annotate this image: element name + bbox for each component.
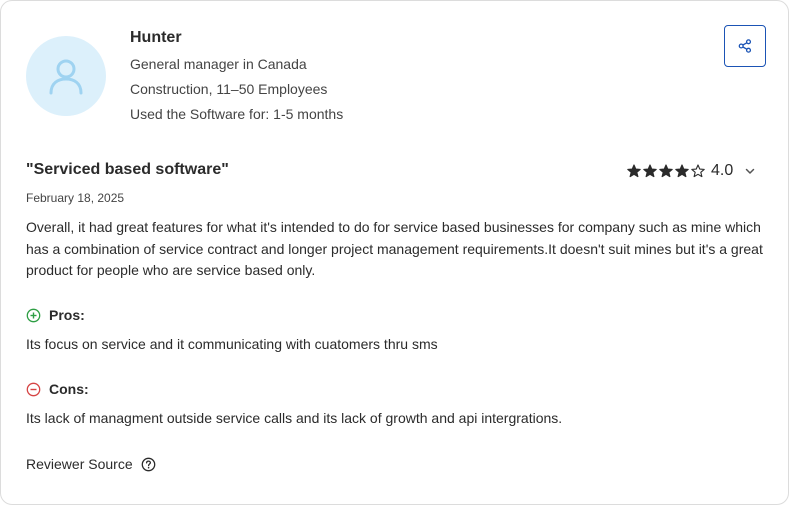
reviewer-source-label: Reviewer Source [26,456,133,472]
share-icon [738,39,752,53]
share-button[interactable] [724,25,766,67]
reviewer-company: Construction, 11–50 Employees [130,81,328,97]
minus-circle-icon [26,382,41,397]
chevron-down-icon [744,165,756,177]
reviewer-role: General manager in Canada [130,56,307,72]
reviewer-info [130,28,343,127]
question-circle-icon [141,457,156,472]
reviewer-source-help[interactable] [141,457,156,472]
star-filled-icon [675,164,689,178]
pros-text: Its focus on service and it communicating with cuatomers thru sms [26,336,438,352]
reviewer-name: Hunter [130,29,182,46]
review-overall: Overall, it had great features for what it's intended to do for service based businesses for company such as mine which has a combination of service contract and longer project management requirements.It doesn't suit mines but it's a great product for people who are service based only. [26,219,763,278]
rating-expand-button[interactable] [743,164,757,178]
reviewer-source [26,456,156,472]
rating-value: 4.0 [711,162,734,179]
star-empty-icon [691,164,705,178]
pros-label: Pros: [49,307,85,323]
cons-heading [26,381,89,397]
user-icon [46,56,86,96]
star-filled-icon [643,164,657,178]
review-date: February 18, 2025 [26,191,125,205]
cons-text: Its lack of managment outside service calls and its lack of growth and api intergrations. [26,410,563,426]
star-rating [627,162,757,180]
avatar [26,36,106,116]
star-filled-icon [659,164,673,178]
plus-circle-icon [26,308,41,323]
review-title: "Serviced based software" [26,161,229,178]
stars [627,164,705,178]
reviewer-usage: Used the Software for: 1-5 months [130,106,344,122]
cons-label: Cons: [49,381,89,397]
star-filled-icon [627,164,641,178]
pros-heading [26,307,85,323]
